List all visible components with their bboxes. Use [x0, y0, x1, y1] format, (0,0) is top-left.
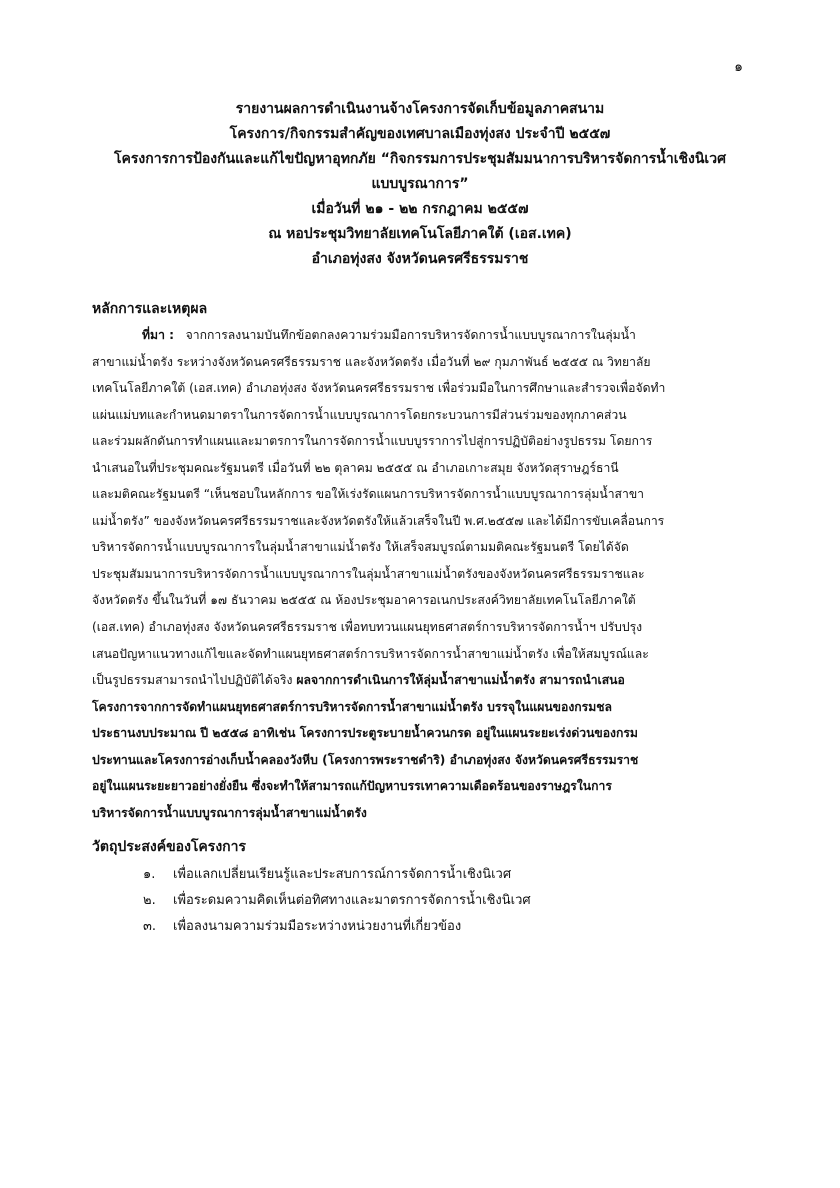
paragraph-line: ประชุมสัมมนาการบริหารจัดการน้ำแบบบูรณาการในลุ่มน้ำสาขาแม่น้ำตรังของจังหวัดนครศรีธรรมราชและ — [92, 566, 645, 581]
list-number: ๑. — [143, 867, 156, 882]
list-text: เพื่อลงนามความร่วมมือระหว่างหน่วยงานที่เกี่ยวข้อง — [173, 919, 462, 934]
list-item — [143, 914, 531, 940]
paragraph-line: และมติคณะรัฐมนตรี “เห็นชอบในหลักการ ขอให้เร่งรัดแผนการบริหารจัดการน้ำแบบบูรณาการลุ่มน้ำสาขา — [92, 487, 644, 502]
report-title — [60, 97, 780, 272]
result-emphasis: ผลจากการดำเนินการให้ลุ่มน้ำสาขาแม่น้ำตรัง สามารถนำเสนอ — [296, 673, 625, 688]
paragraph-mixed-line — [92, 667, 750, 694]
paragraph-first-line — [92, 322, 750, 349]
list-item — [143, 888, 531, 914]
principles-heading: หลักการและเหตุผล — [92, 301, 208, 317]
result-line: บริหารจัดการน้ำแบบบูรณาการลุ่มน้ำสาขาแม่น้ำตรัง — [92, 805, 367, 820]
paragraph-line: เทคโนโลยีภาคใต้ (เอส.เทค) อำเภอทุ่งสง จังหวัดนครศรีธรรมราช เพื่อร่วมมือในการศึกษาและสำรวจเพื่อจัดทำ — [92, 381, 666, 396]
result-line: ประทานและโครงการอ่างเก็บน้ำคลองวังหีบ (โครงการพระราชดำริ) อำเภอทุ่งสง จังหวัดนครศรีธรรมราช — [92, 752, 639, 767]
result-line: ประธานงบประมาณ ปี ๒๕๕๘ อาทิเช่น โครงการประตูระบายน้ำควนกรด อยู่ในแผนระยะเร่งด่วนของกรม — [92, 726, 638, 741]
title-line: แบบบูรณาการ” — [371, 176, 469, 192]
paragraph-line: นำเสนอในที่ประชุมคณะรัฐมนตรี เมื่อวันที่ ๒๒ ตุลาคม ๒๕๕๕ ณ อำเภอเกาะสมุย จังหวัดสุราษฎร์ธานี — [92, 460, 619, 475]
source-label: ที่มา : — [142, 328, 175, 342]
list-item — [143, 862, 531, 888]
list-number: ๒. — [143, 893, 156, 908]
paragraph-line: บริหารจัดการน้ำแบบบูรณาการในลุ่มน้ำสาขาแม่น้ำตรัง ให้เสร็จสมบูรณ์ตามมติคณะรัฐมนตรี โดยได้จัด — [92, 540, 629, 555]
title-line: รายงานผลการดำเนินงานจ้างโครงการจัดเก็บข้อมูลภาคสนาม — [235, 101, 605, 117]
paragraph-line: แผ่นแม่บทและกำหนดมาตราในการจัดการน้ำแบบบูรณาการโดยกระบวนการมีส่วนร่วมของทุกภาคส่วน — [92, 407, 627, 422]
principles-body — [92, 322, 750, 826]
result-line: โครงการจากการจัดทำแผนยุทธศาสตร์การบริหารจัดการน้ำสาขาแม่น้ำตรัง บรรจุในแผนของกรมชล — [92, 699, 612, 714]
title-line: ณ หอประชุมวิทยาลัยเทคโนโลยีภาคใต้ (เอส.เทค) — [268, 226, 572, 242]
result-line: อยู่ในแผนระยะยาวอย่างยั่งยืน ซึ่งจะทำให้สามารถแก้ปัญหาบรรเทาความเดือดร้อนของราษฎรในการ — [92, 779, 612, 794]
objectives-heading: วัตถุประสงค์ของโครงการ — [92, 839, 247, 855]
paragraph-line: จังหวัดตรัง ขึ้นในวันที่ ๑๗ ธันวาคม ๒๕๕๕ ณ ห้องประชุมอาคารอเนกประสงค์วิทยาลัยเทคโนโลยีภาคใต้ — [92, 593, 636, 608]
objectives-list — [143, 862, 531, 940]
paragraph-line: และร่วมผลักดันการทำแผนและมาตรการในการจัดการน้ำแบบบูรราการไปสู่การปฏิบัติอย่างรูปธรรม โดยการ — [92, 434, 653, 449]
title-line: อำเภอทุ่งสง จังหวัดนครศรีธรรมราช — [311, 251, 529, 267]
paragraph-text: เป็นรูปธรรมสามารถนำไปปฏิบัติได้จริง — [92, 673, 293, 688]
paragraph-line: แม่น้ำตรัง” ของจังหวัดนครศรีธรรมราชและจังหวัดตรังให้แล้วเสร็จในปี พ.ศ.๒๕๕๗ และได้มีการขับเคลื่อนการ — [92, 513, 665, 528]
paragraph-text: จากการลงนามบันทึกข้อตกลงความร่วมมือการบริหารจัดการน้ำแบบบูรณาการในลุ่มน้ำ — [185, 328, 636, 342]
paragraph-line: เสนอปัญหาแนวทางแก้ไขและจัดทำแผนยุทธศาสตร์การบริหารจัดการน้ำสาขาแม่น้ำตรัง เพื่อให้สมบูรณ์และ — [92, 646, 649, 661]
list-text: เพื่อแลกเปลี่ยนเรียนรู้และประสบการณ์การจัดการน้ำเชิงนิเวศ — [173, 867, 512, 882]
list-text: เพื่อระดมความคิดเห็นต่อทิศทางและมาตรการจัดการน้ำเชิงนิเวศ — [173, 893, 531, 908]
page-number: ๑ — [734, 59, 743, 75]
paragraph-line: (เอส.เทค) อำเภอทุ่งสง จังหวัดนครศรีธรรมราช เพื่อทบทวนแผนยุทธศาสตร์การบริหารจัดการน้ำฯ ปรับปรุง — [92, 620, 643, 635]
list-number: ๓. — [143, 919, 157, 934]
title-line: เมื่อวันที่ ๒๑ - ๒๒ กรกฎาคม ๒๕๕๗ — [311, 201, 529, 217]
title-line: โครงการ/กิจกรรมสำคัญของเทศบาลเมืองทุ่งสง ประจำปี ๒๕๕๗ — [229, 126, 611, 142]
title-line: โครงการการป้องกันและแก้ไขปัญหาอุทกภัย “กิจกรรมการประชุมสัมมนาการบริหารจัดการน้ำเชิงนิเวศ — [114, 151, 726, 167]
paragraph-line: สาขาแม่น้ำตรัง ระหว่างจังหวัดนครศรีธรรมราช และจังหวัดตรัง เมื่อวันที่ ๒๙ กุมภาพันธ์ ๒๕๕๕ ณ วิทยาลัย — [92, 354, 651, 369]
